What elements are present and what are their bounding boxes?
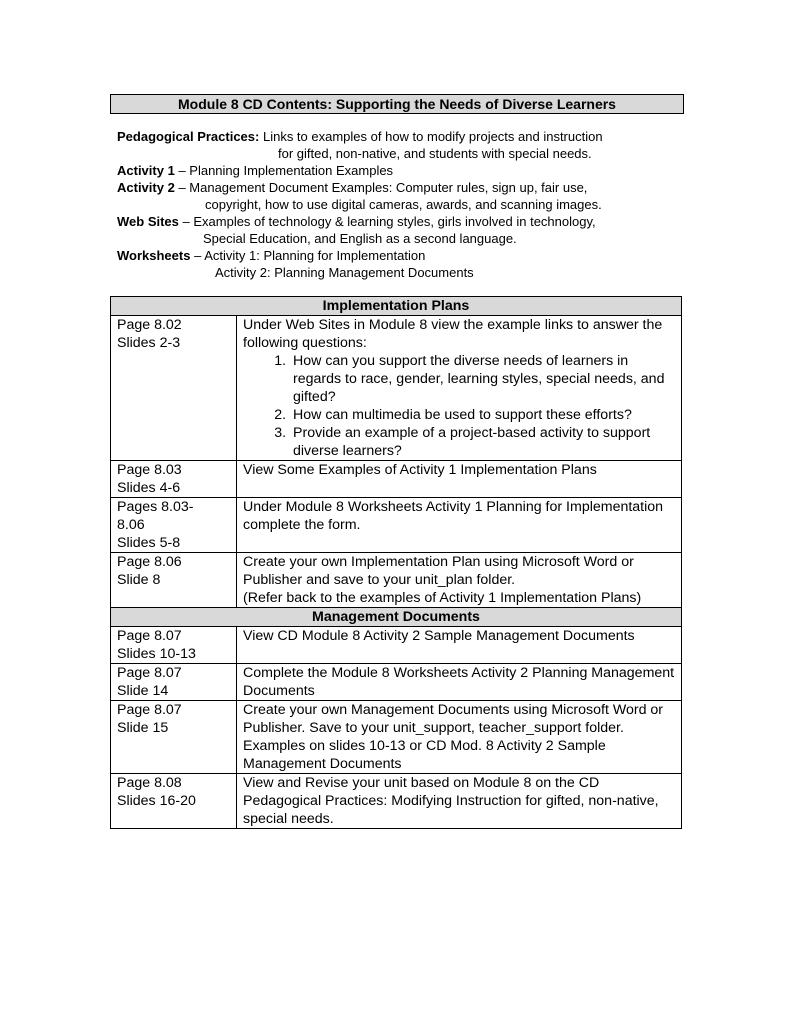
implementation-plans-heading: Implementation Plans [111,297,682,316]
pedagogical-practices-text: Links to examples of how to modify projects and instruction [262,129,603,144]
table-row [111,701,682,774]
section-header-row [111,297,682,316]
question-list [243,352,675,460]
page-ref-cell [111,553,237,608]
table-row [111,627,682,664]
table-row [111,664,682,701]
module-table [110,296,682,829]
instruction-text: View and Revise your unit based on Module 8 on the CD Pedagogical Practices: Modifying Instruction for gifted, non-native, special needs. [243,775,659,827]
page-ref: Page 8.02 [117,317,182,333]
management-documents-heading: Management Documents [111,608,682,627]
page-ref-cell [111,461,237,498]
section-header-row [111,608,682,627]
activity-1-label: Activity 1 [117,163,175,178]
instruction-cell [237,627,682,664]
activity-2-text: – Management Document Examples: Computer rules, sign up, fair use, [178,180,588,195]
page-ref: Page 8.07 [117,628,182,644]
instruction-note: (Refer back to the examples of Activity 1 Implementation Plans) [243,590,642,606]
instruction-text: Under Web Sites in Module 8 view the example links to answer the following questions: [243,317,663,351]
worksheets-text: – Activity 1: Planning for Implementation [194,248,426,263]
instruction-text: View CD Module 8 Activity 2 Sample Management Documents [243,628,635,644]
page-title: Module 8 CD Contents: Supporting the Needs of Diverse Learners [110,94,684,114]
page-ref-cell [111,664,237,701]
instruction-cell [237,498,682,553]
question-item: 3. Provide an example of a project-based activity to support diverse learners? [290,424,675,460]
page-ref: Page 8.07 [117,702,182,718]
activity-1-entry [117,162,697,179]
worksheets-text-cont: Activity 2: Planning Management Documents [215,265,474,280]
web-sites-text: – Examples of technology & learning styles, girls involved in technology, [182,214,596,229]
pedagogical-practices-label: Pedagogical Practices: [117,129,260,144]
slides-ref: Slides 5-8 [117,535,181,551]
table-row [111,316,682,461]
instruction-cell [237,461,682,498]
instruction-cell [237,316,682,461]
instruction-cell [237,664,682,701]
contents-summary [117,128,697,281]
instruction-cell [237,701,682,774]
page-ref: Page 8.07 [117,665,182,681]
web-sites-label: Web Sites [117,214,179,229]
question-item: 1. How can you support the diverse needs of learners in regards to race, gender, learning styles, special needs, and gifted? [290,352,675,406]
slides-ref: Slide 8 [117,572,161,588]
instruction-text: Complete the Module 8 Worksheets Activity 2 Planning Management Documents [243,665,675,699]
page-ref: Pages 8.03- [117,499,194,515]
instruction-cell [237,553,682,608]
pedagogical-practices-entry [117,128,697,145]
page-ref: Page 8.03 [117,462,182,478]
instruction-text: Under Module 8 Worksheets Activity 1 Planning for Implementation complete the form. [243,499,664,533]
table-row [111,553,682,608]
instruction-note: Examples on slides 10-13 or CD Mod. 8 Activity 2 Sample Management Documents [243,738,606,772]
page-ref-cell [111,627,237,664]
activity-2-entry [117,179,697,196]
instruction-text: Create your own Implementation Plan using Microsoft Word or Publisher and save to your unit_plan folder. [243,554,634,588]
web-sites-text-cont: Special Education, and English as a second language. [203,231,517,246]
page-ref-cell [111,316,237,461]
table-row [111,498,682,553]
worksheets-label: Worksheets [117,248,191,263]
page-ref-cell [111,701,237,774]
activity-2-label: Activity 2 [117,180,175,195]
instruction-text: Create your own Management Documents using Microsoft Word or Publisher. Save to your unit_support, teacher_support folder. [243,702,664,736]
page-ref-cell [111,498,237,553]
page-ref: Page 8.06 [117,554,182,570]
table-row [111,461,682,498]
slides-ref: Slides 2-3 [117,335,181,351]
page-ref: Page 8.08 [117,775,182,791]
activity-2-text-cont: copyright, how to use digital cameras, awards, and scanning images. [205,197,602,212]
table-row [111,774,682,829]
slides-ref: Slides 10-13 [117,646,196,662]
page-ref-cell [111,774,237,829]
slides-ref: Slide 15 [117,720,169,736]
worksheets-entry [117,247,697,264]
slides-ref: Slides 4-6 [117,480,181,496]
slides-ref: Slides 16-20 [117,793,196,809]
instruction-cell [237,774,682,829]
activity-1-text: – Planning Implementation Examples [178,163,394,178]
instruction-text: View Some Examples of Activity 1 Implementation Plans [243,462,597,478]
slides-ref: Slide 14 [117,683,169,699]
pedagogical-practices-text-cont: for gifted, non-native, and students with special needs. [278,146,592,161]
page-ref-cont: 8.06 [117,517,145,533]
question-item: 2. How can multimedia be used to support these efforts? [290,406,675,424]
web-sites-entry [117,213,697,230]
